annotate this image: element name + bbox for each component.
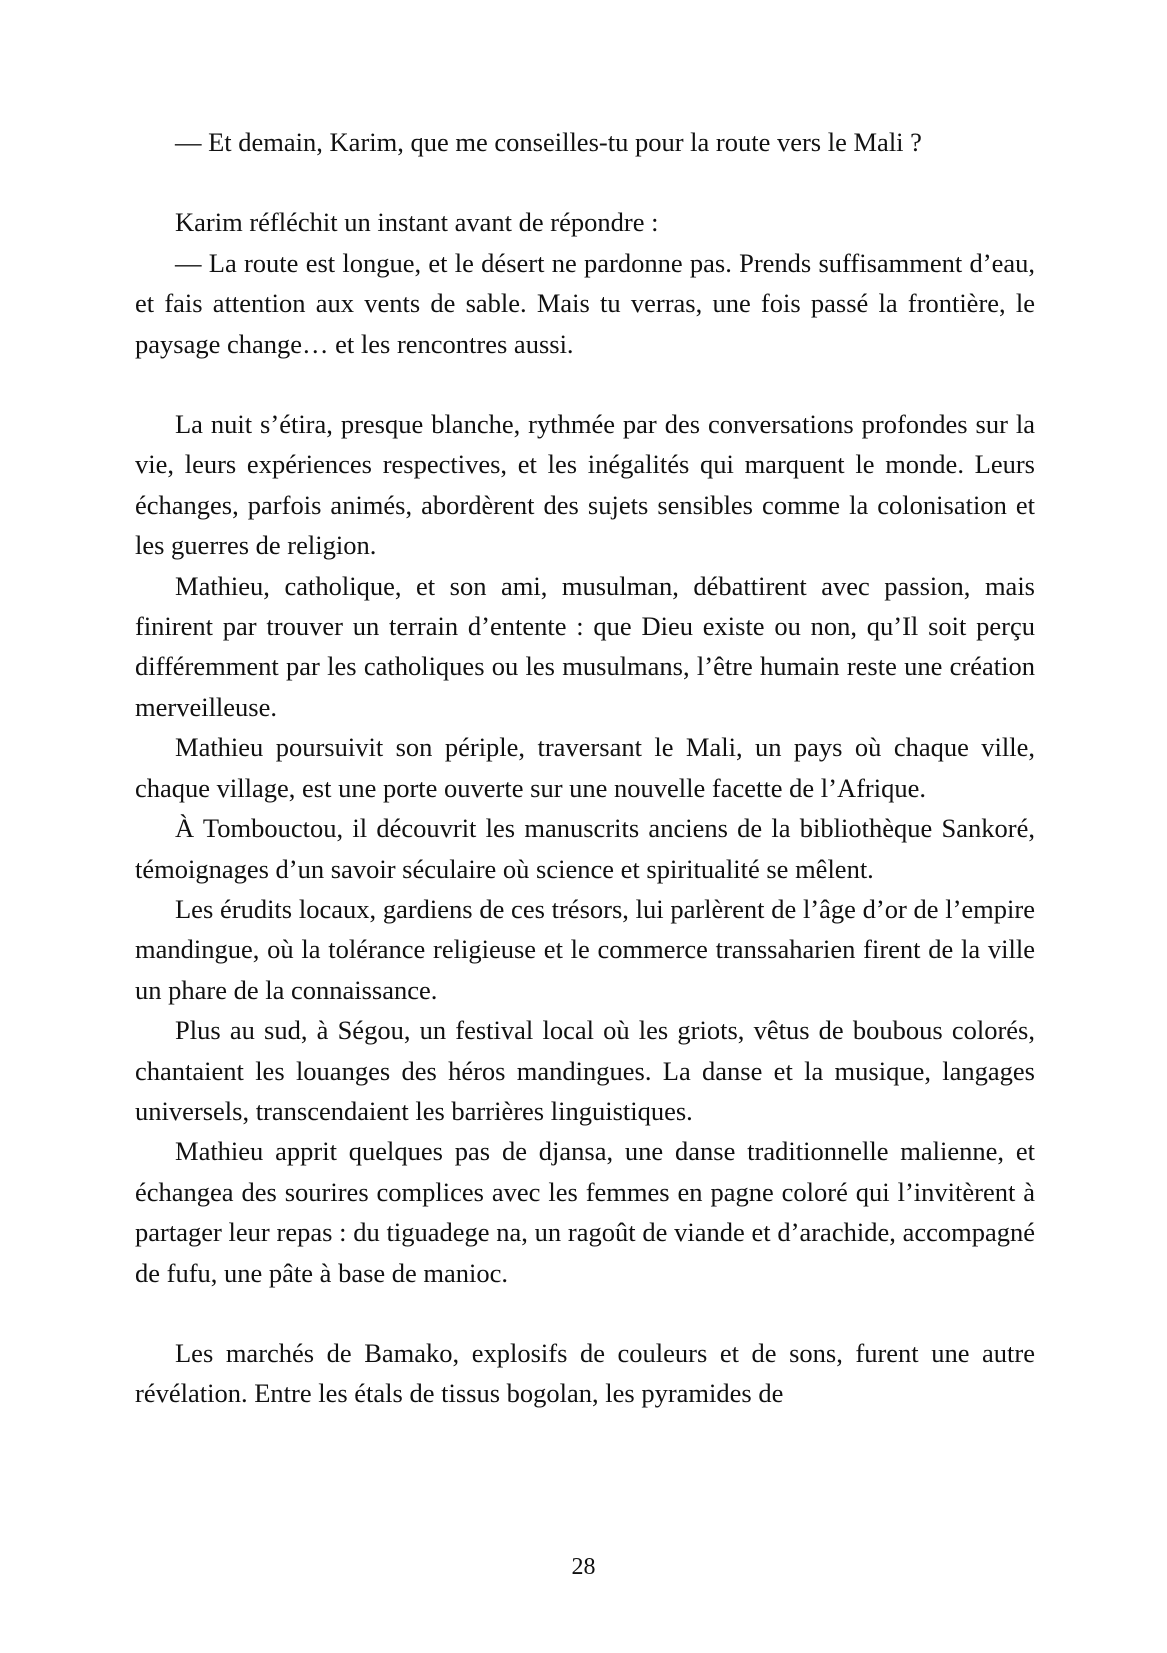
paragraph-karim-answer: — La route est longue, et le désert ne pardonne pas. Prends suffisamment d’eau, et fais attention aux vents de sable. Mais tu verras, une fois passé la frontière, le paysage change… et les rencontres aussi. xyxy=(135,247,1035,359)
paragraph-djansa: Mathieu apprit quelques pas de djansa, une danse traditionnelle malienne, et échangea des sourires complices avec les femmes en pagne coloré qui l’invitèrent à partager leur repas : du tiguadege na, un ragoût de viande et d’arachide, accompagné de fufu, une pâte à base de manioc. xyxy=(135,1136,1035,1288)
paragraph-night: La nuit s’étira, presque blanche, rythmée par des conversations profondes sur la vie, leurs expériences respectives, et les inégalités qui marquent le monde. Leurs échanges, parfois animés, abordèrent des sujets sensibles comme la colonisation et les guerres de religion. xyxy=(135,409,1035,561)
paragraph-scholars: Les érudits locaux, gardiens de ces trésors, lui parlèrent de l’âge d’or de l’empire mandingue, où la tolérance religieuse et le commerce transsaharien firent de la ville un phare de la connaissance. xyxy=(135,893,1035,1005)
paragraph-debate: Mathieu, catholique, et son ami, musulman, débattirent avec passion, mais finirent par trouver un terrain d’entente : que Dieu existe ou non, qu’Il soit perçu différemment par les catholiques ou les musulmans, l’être humain reste une création merveilleuse. xyxy=(135,570,1035,722)
paragraph-karim-reflects: Karim réfléchit un instant avant de répondre : xyxy=(175,207,659,238)
paragraph-segou: Plus au sud, à Ségou, un festival local où les griots, vêtus de boubous colorés, chantaient les louanges des héros mandingues. La danse et la musique, langages universels, transcendaient les barrières linguistiques. xyxy=(135,1015,1035,1126)
paragraph-question: — Et demain, Karim, que me conseilles-tu pour la route vers le Mali ? xyxy=(175,127,922,157)
paragraph-mali-journey: Mathieu poursuivit son périple, traversant le Mali, un pays où chaque ville, chaque village, est une porte ouverte sur une nouvelle facette de l’Afrique. xyxy=(135,732,1035,803)
body-text xyxy=(135,122,1035,1414)
paragraph-tombouctou: À Tombouctou, il découvrit les manuscrits anciens de la bibliothèque Sankoré, témoignages d’un savoir séculaire où science et spiritualité se mêlent. xyxy=(135,813,1035,884)
page-number: 28 xyxy=(571,1554,596,1580)
paragraph-bamako: Les marchés de Bamako, explosifs de couleurs et de sons, furent une autre révélation. Entre les étals de tissus bogolan, les pyramides de xyxy=(135,1337,1035,1409)
